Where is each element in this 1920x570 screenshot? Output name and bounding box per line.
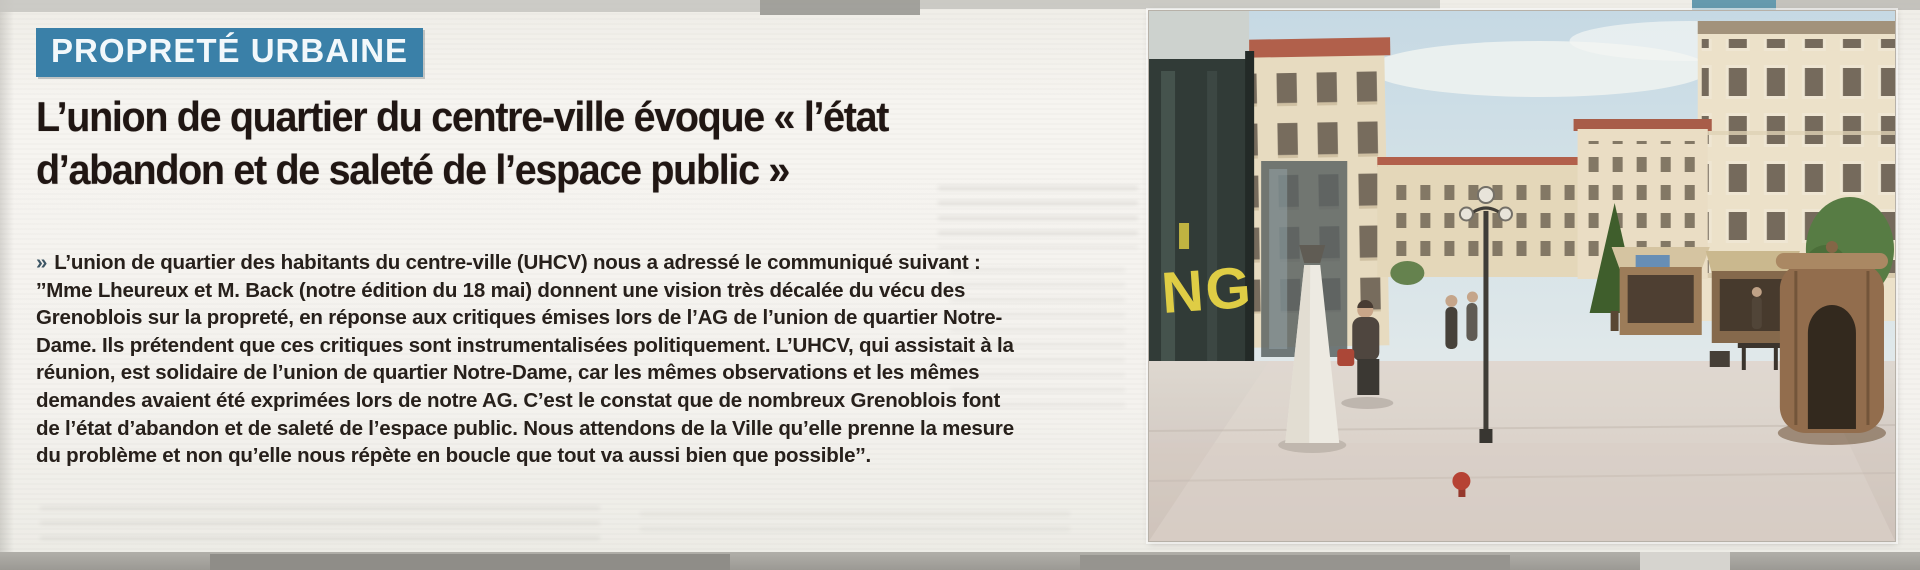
- scan-edge-top-left: [0, 0, 760, 12]
- storefront-sign-letters: NG: [1159, 254, 1255, 326]
- photo-illustration: [1149, 11, 1895, 541]
- body-line: de l’état d’abandon et de saleté de l’espace public. Nous attendons de la Ville qu’elle prenne la mesure: [36, 416, 1014, 440]
- scan-edge-top-right: [1776, 0, 1920, 10]
- body-line: réunion, est solidaire de l’union de quartier Notre-Dame, car les mêmes observations et les mêmes: [36, 361, 980, 385]
- body-line: Dame. Ils prétendent que ces critiques sont instrumentalisées politiquement. L’UHCV, qui assistait à la: [36, 333, 1014, 357]
- article-photo: [1148, 10, 1896, 542]
- scan-bleedthrough-text: [938, 186, 1138, 248]
- scan-edge-top-mid: [920, 0, 1440, 9]
- scan-edge-bottom-dark: [1080, 555, 1510, 570]
- section-kicker: [36, 28, 423, 77]
- body-line: ’’Mme Lheureux et M. Back (notre édition du 18 mai) donnent une vision très décalée du vécu des: [36, 278, 966, 302]
- body-line: demandes avaient été exprimées lors de notre AG. C’est le constat que de nombreux Grenoblois font: [36, 388, 1001, 412]
- photo-haze: [1149, 11, 1895, 541]
- scan-edge-top-dark: [760, 0, 920, 15]
- body-line: Grenoblois sur la propreté, en réponse aux critiques émises lors de l’AG de l’union de quartier Notre-: [36, 306, 1003, 330]
- article-headline: [36, 90, 888, 196]
- section-kicker-label: PROPRETÉ URBAINE: [51, 32, 409, 69]
- scan-bleedthrough-text: [40, 506, 600, 540]
- lead-quote-glyph: »: [36, 251, 48, 274]
- scan-edge-bottom-dark: [210, 554, 730, 570]
- body-line: » L’union de quartier des habitants du centre-ville (UHCV) nous a adressé le communiqué suivant :: [36, 251, 981, 274]
- scan-edge-bottom-gap: [1640, 552, 1730, 570]
- headline-line-2: d’abandon et de saleté de l’espace public »: [36, 146, 790, 193]
- scan-bleedthrough-text: [950, 268, 1125, 418]
- headline-line-1: L’union de quartier du centre-ville évoque « l’état: [36, 93, 889, 140]
- body-line: du problème et non qu’elle nous répète en boucle que tout va aussi bien que possible’’.: [36, 444, 872, 468]
- scan-bleedthrough-text: [640, 512, 1070, 538]
